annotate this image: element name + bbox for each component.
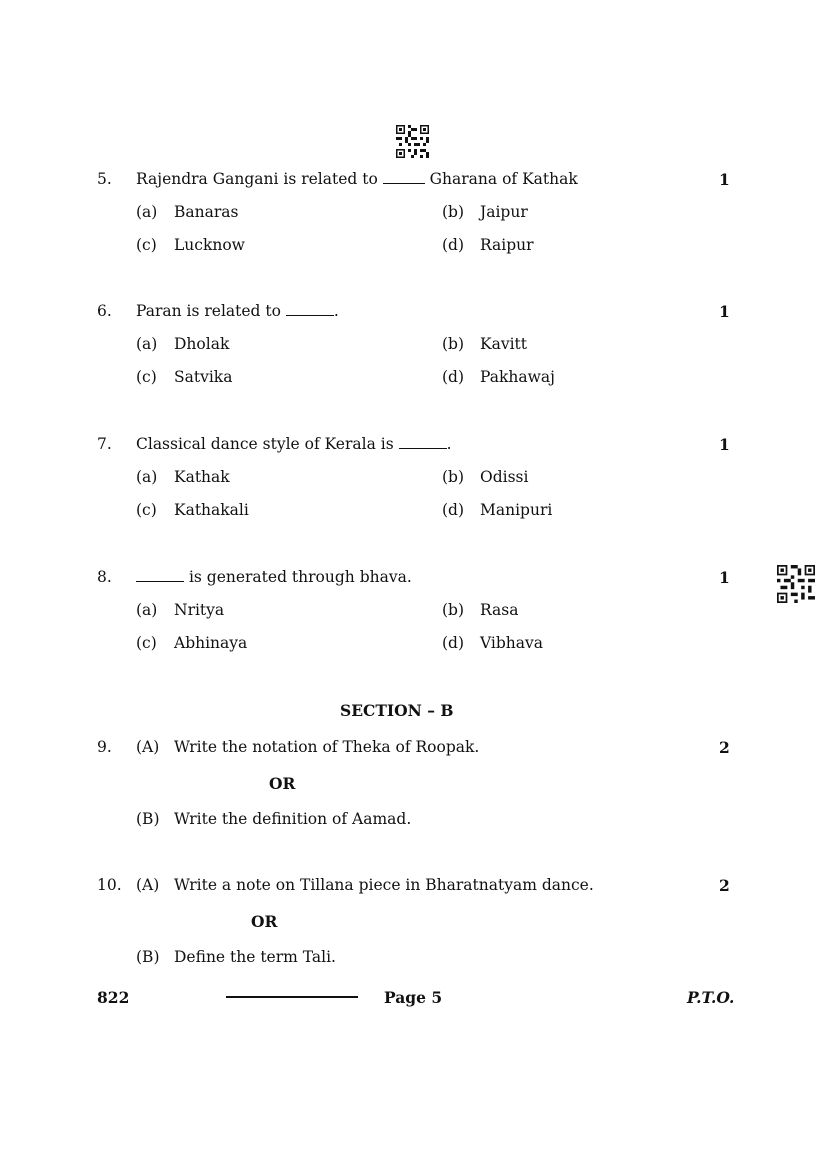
question-number: 6. [97, 302, 112, 320]
part-b-label: (B) [136, 948, 160, 966]
option-label: (b) [442, 203, 465, 221]
question-text-start: Rajendra Gangani is related to [136, 170, 378, 188]
option-text: Nritya [174, 601, 225, 619]
option-text: Kathak [174, 468, 230, 486]
question-number: 5. [97, 170, 112, 188]
option-label: (c) [136, 634, 157, 652]
option-label: (b) [442, 335, 465, 353]
option-label: (a) [136, 468, 158, 486]
option-text: Lucknow [174, 236, 245, 254]
question-text [136, 302, 339, 320]
footer-rule [226, 996, 358, 998]
option-label: (d) [442, 368, 465, 386]
fill-blank [383, 171, 425, 184]
option-text: Raipur [480, 236, 534, 254]
question-marks: 1 [719, 302, 730, 321]
question-text-end: . [446, 435, 452, 453]
option-label: (b) [442, 601, 465, 619]
option-text: Kathakali [174, 501, 249, 519]
question-text [136, 568, 412, 586]
option-text: Abhinaya [174, 634, 248, 652]
question-number: 7. [97, 435, 112, 453]
question-text-start: Paran is related to [136, 302, 281, 320]
fill-blank [399, 436, 447, 449]
part-b-text: Define the term Tali. [174, 948, 336, 966]
question-marks: 1 [719, 435, 730, 454]
option-label: (d) [442, 501, 465, 519]
question-marks: 1 [719, 568, 730, 587]
option-label: (c) [136, 236, 157, 254]
option-text: Pakhawaj [480, 368, 555, 386]
option-label: (b) [442, 468, 465, 486]
page-number: Page 5 [384, 988, 443, 1007]
part-b-text: Write the definition of Aamad. [174, 810, 412, 828]
part-a-label: (A) [136, 876, 160, 894]
or-separator: OR [251, 912, 278, 931]
question-number: 8. [97, 568, 112, 586]
part-a-text: Write a note on Tillana piece in Bharatnatyam dance. [174, 876, 594, 894]
question-text [136, 435, 452, 453]
option-text: Jaipur [480, 203, 528, 221]
option-label: (d) [442, 236, 465, 254]
option-text: Banaras [174, 203, 239, 221]
question-number: 9. [97, 738, 112, 756]
option-text: Satvika [174, 368, 233, 386]
part-a-text: Write the notation of Theka of Roopak. [174, 738, 480, 756]
fill-blank [286, 303, 334, 316]
part-a-label: (A) [136, 738, 160, 756]
option-label: (c) [136, 501, 157, 519]
option-label: (c) [136, 368, 157, 386]
option-text: Kavitt [480, 335, 527, 353]
option-text: Odissi [480, 468, 529, 486]
option-label: (d) [442, 634, 465, 652]
pto-label: P.T.O. [687, 988, 735, 1007]
question-text-end: . [333, 302, 339, 320]
option-label: (a) [136, 601, 158, 619]
option-label: (a) [136, 203, 158, 221]
paper-code: 822 [97, 988, 130, 1007]
top-qr-code [396, 125, 429, 158]
option-text: Rasa [480, 601, 519, 619]
question-marks: 2 [719, 738, 730, 757]
section-heading: SECTION – B [340, 701, 454, 720]
question-text-start: Classical dance style of Kerala is [136, 435, 394, 453]
question-text-end: Gharana of Kathak [429, 170, 578, 188]
side-qr-code [777, 565, 815, 603]
question-marks: 2 [719, 876, 730, 895]
option-label: (a) [136, 335, 158, 353]
question-number: 10. [97, 876, 122, 894]
fill-blank [136, 569, 184, 582]
option-text: Manipuri [480, 501, 553, 519]
or-separator: OR [269, 774, 296, 793]
part-b-label: (B) [136, 810, 160, 828]
option-text: Dholak [174, 335, 230, 353]
question-marks: 1 [719, 170, 730, 189]
question-text-end: is generated through bhava. [188, 568, 412, 586]
option-text: Vibhava [480, 634, 544, 652]
question-text [136, 170, 578, 188]
